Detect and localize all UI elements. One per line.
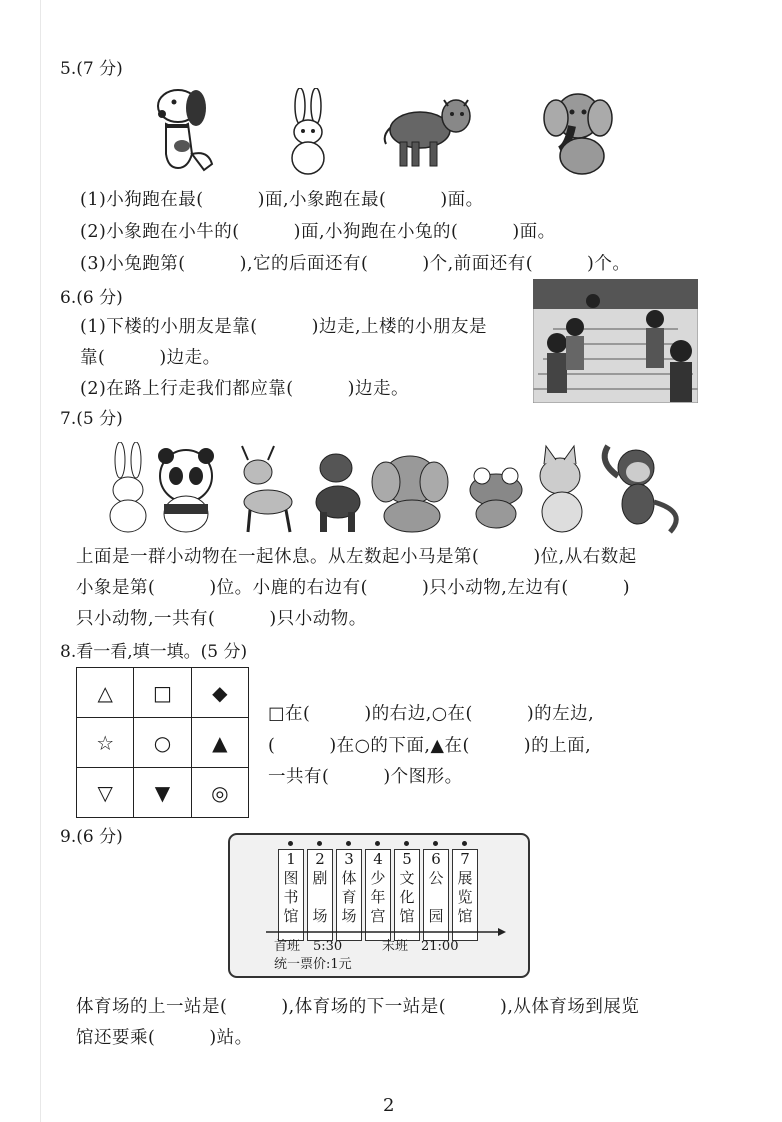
first-bus-time: 首班 5:30: [274, 939, 343, 954]
q5-line-3: (3)小兔跑第( ),它的后面还有( )个,前面还有( )个。: [80, 254, 631, 274]
horse-figure: [316, 454, 360, 532]
stop-dot: [375, 841, 380, 846]
grid-cell: ◆: [191, 668, 248, 718]
stop-number: 4: [373, 850, 383, 868]
cat-figure: [540, 446, 582, 532]
shape-grid: [76, 667, 249, 818]
last-bus-time: 末班 21:00: [382, 939, 459, 954]
q5-line-2: (2)小象跑在小牛的( )面,小狗跑在小兔的( )面。: [80, 222, 556, 242]
stop-name-char: 年: [370, 888, 386, 906]
stop-dot: [462, 841, 467, 846]
stop-name-char: 剧: [312, 869, 328, 887]
stop-dot: [317, 841, 322, 846]
q6-line-3: (2)在路上行走我们都应靠( )边走。: [80, 379, 409, 399]
stairs-photo: [533, 279, 698, 403]
stop-name-char: 书: [283, 888, 299, 906]
stop-name-char: 文: [399, 869, 415, 887]
stop-name-char: 园: [428, 907, 444, 925]
stop-dot: [433, 841, 438, 846]
grid-cell: △: [77, 668, 134, 718]
grid-cell: ▽: [77, 768, 134, 818]
q5-heading: 5.(7 分): [60, 59, 123, 79]
stop-name-char: 展: [457, 869, 473, 887]
q8-line-2: ( )在○的下面,▲在( )的上面,: [268, 736, 592, 756]
stop-name-char: 馆: [399, 907, 415, 925]
rabbit-figure: [110, 442, 146, 532]
q6-line-1: (1)下楼的小朋友是靠( )边走,上楼的小朋友是: [80, 317, 488, 337]
grid-cell: □: [134, 668, 191, 718]
deer-figure: [242, 446, 292, 532]
q8-line-1: □在( )的右边,○在( )的左边,: [268, 704, 595, 724]
stop-number: 5: [402, 850, 412, 868]
stop-number: 7: [460, 850, 470, 868]
rabbit-image: [280, 88, 338, 176]
stop-dot: [404, 841, 409, 846]
q7-line-3: 只小动物,一共有( )只小动物。: [76, 609, 367, 629]
q9-line-1: 体育场的上一站是( ),体育场的下一站是( ),从体育场到展览: [76, 997, 640, 1017]
q7-line-2: 小象是第( )位。小鹿的右边有( )只小动物,左边有( ): [76, 578, 631, 598]
grid-cell: ◎: [191, 768, 248, 818]
q9-heading: 9.(6 分): [60, 827, 123, 847]
bus-stop-sign: [228, 833, 530, 978]
stop-number: 1: [286, 850, 296, 868]
q9-line-2: 馆还要乘( )站。: [76, 1028, 253, 1048]
stop-dot: [346, 841, 351, 846]
elephant-image: [538, 86, 620, 178]
fare-info: 统一票价:1元: [274, 957, 352, 972]
q6-line-2: 靠( )边走。: [80, 348, 221, 368]
elephant-figure: [372, 456, 448, 532]
stop-dot: [288, 841, 293, 846]
stop-name-char: 公: [428, 869, 444, 887]
stop-name-char: 馆: [283, 907, 299, 925]
animal-row-image: [98, 442, 710, 534]
stop-name-char: 化: [399, 888, 415, 906]
q8-line-3: 一共有( )个图形。: [268, 767, 463, 787]
stop-name-char: 馆: [457, 907, 473, 925]
stop-number: 2: [315, 850, 325, 868]
q5-line-1: (1)小狗跑在最( )面,小象跑在最( )面。: [80, 190, 484, 210]
q7-heading: 7.(5 分): [60, 409, 123, 429]
q7-line-1: 上面是一群小动物在一起休息。从左数起小马是第( )位,从右数起: [76, 547, 637, 567]
q8-heading: 8.看一看,填一填。(5 分): [60, 642, 248, 662]
page-edge: [40, 0, 41, 1122]
panda-figure: [158, 448, 214, 532]
grid-cell: ▼: [134, 768, 191, 818]
stop-name-char: 宫: [370, 907, 386, 925]
stop-name-char: 场: [341, 907, 357, 925]
stop-name-char: 图: [283, 869, 299, 887]
stop-number: 6: [431, 850, 441, 868]
q6-heading: 6.(6 分): [60, 288, 123, 308]
page-number: 2: [383, 1095, 395, 1116]
frog-figure: [470, 468, 522, 528]
stop-name-char: 体: [341, 869, 357, 887]
monkey-figure: [605, 446, 677, 532]
stop-name-char: 育: [341, 888, 357, 906]
stop-name-char: 少: [370, 869, 386, 887]
stop-name-char: 场: [312, 907, 328, 925]
grid-cell: ☆: [77, 718, 134, 768]
grid-cell: ▲: [191, 718, 248, 768]
grid-cell: ○: [134, 718, 191, 768]
stop-name-char: 览: [457, 888, 473, 906]
cow-image: [378, 92, 476, 172]
stop-number: 3: [344, 850, 354, 868]
dog-image: [148, 84, 220, 176]
